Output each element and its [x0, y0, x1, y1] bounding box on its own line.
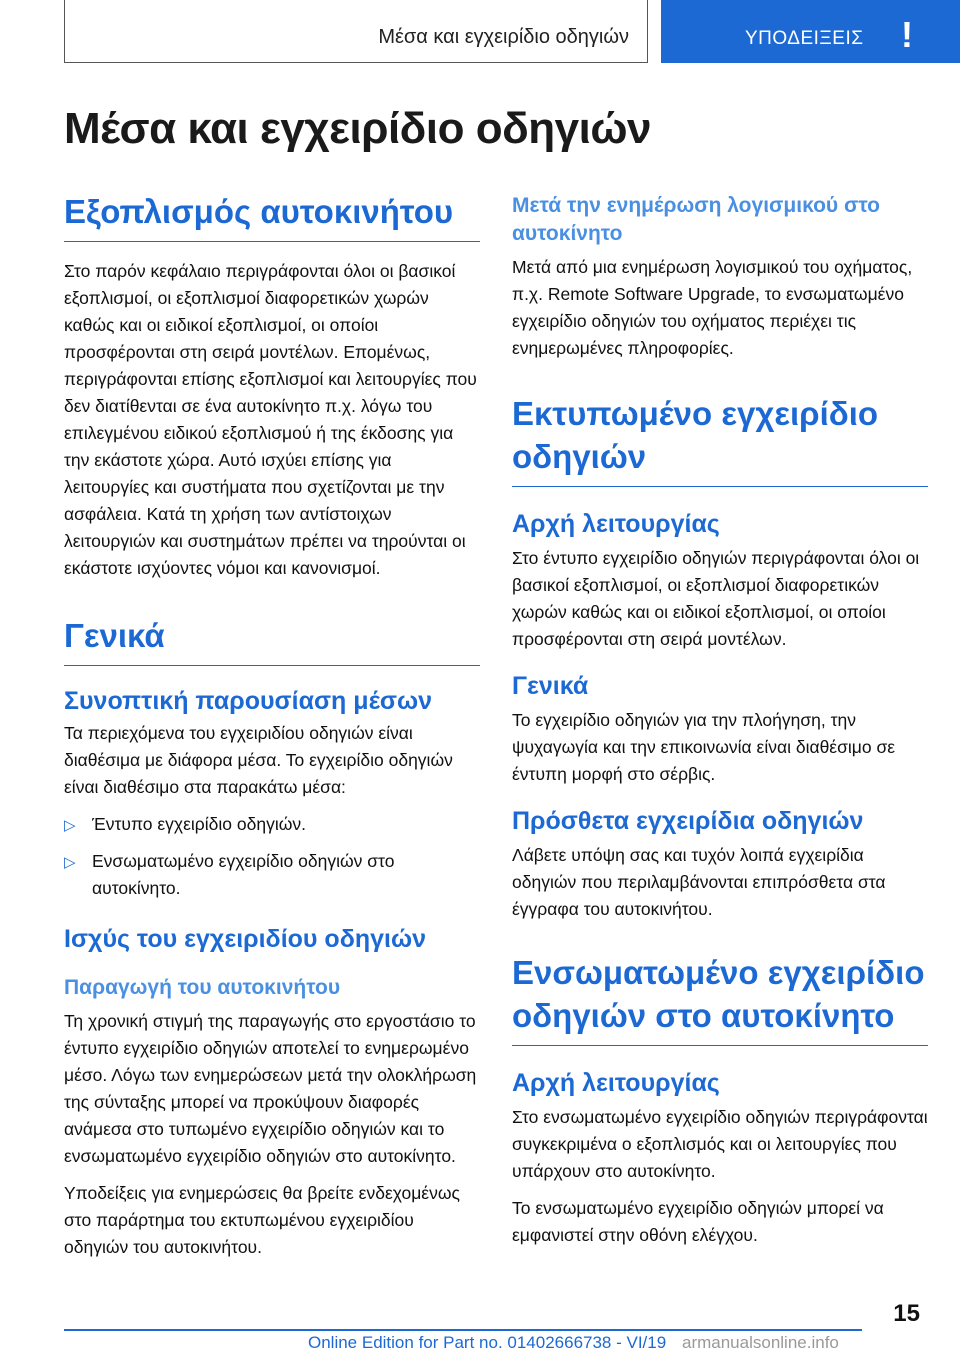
printed-general-body: Το εγχειρίδιο οδηγιών για την πλοήγηση, την ψυχαγωγία και την επικοινωνία είναι διαθέσιμο σε έντυπη μορφή στο σέρβις.	[512, 710, 896, 784]
page-header	[0, 0, 960, 65]
integrated-display-body: Το ενσωματωμένο εγχειρίδιο οδηγιών μπορεί να εμφανιστεί στην οθόνη ελέγχου.	[512, 1198, 884, 1245]
list-item: ▷ Ενσωματωμένο εγχειρίδιο οδηγιών στο αυτοκίνητο.	[64, 851, 395, 898]
right-column	[512, 192, 928, 1249]
printed-principle-body: Στο έντυπο εγχειρίδιο οδηγιών περιγράφονται όλοι οι βασικοί εξοπλισμοί, οι εξοπλισμοί διαφορετικών χωρών καθώς και οι ειδικοί εξοπλισμοί, οι οποίοι προσφέρονται στη σειρά μοντέλων.	[512, 548, 920, 649]
section-vehicle-equipment-title: Εξοπλισμός αυτοκινήτου	[64, 190, 480, 242]
header-section-label: ΥΠΟΔΕΙΞΕΙΣ	[745, 28, 864, 49]
header-section-box	[661, 0, 960, 63]
integrated-manual-title: Ενσωματωμένο εγχειρίδιο οδηγιών στο αυτοκίνητο	[512, 951, 928, 1046]
triangle-bullet-icon: ▷	[64, 817, 76, 834]
after-software-update-body: Μετά από μια ενημέρωση λογισμικού του οχήματος, π.χ. Remote Software Upgrade, το ενσωματωμένο εγχειρίδιο οδηγιών του οχήματος περιέχει τις ενημερωμένες πληροφορίες.	[512, 257, 913, 358]
printed-manual-title: Εκτυπωμένο εγχειρίδιο οδηγιών	[512, 392, 928, 487]
edition-text: Online Edition for Part no. 01402666738 - VI/19	[308, 1333, 667, 1352]
watermark-text: armanualsonline.info	[682, 1333, 839, 1352]
media-overview-heading: Συνοπτική παρουσίαση μέσων	[64, 687, 432, 715]
triangle-bullet-icon: ▷	[64, 854, 76, 871]
vehicle-production-body: Τη χρονική στιγμή της παραγωγής στο εργοστάσιο το έντυπο εγχειρίδιο οδηγιών αποτελεί το ενημερωμένο μέσο. Λόγω των ενημερώσεων μετά την ολοκλήρωση της σύνταξης μπορεί να προκύψουν διαφορές ανάμεσα στο τυπωμένο εγχειρίδιο οδηγιών και το ενσωματωμένο εγχειρίδιο οδηγιών στο αυτοκίνητο.	[64, 1011, 477, 1166]
section-general-title: Γενικά	[64, 614, 480, 666]
page-number: 15	[893, 1300, 920, 1327]
left-column	[64, 190, 480, 1261]
integrated-principle-body: Στο ενσωματωμένο εγχειρίδιο οδηγιών περιγράφονται συγκεκριμένα ο εξοπλισμός και οι λειτουργίες που υπάρχουν στο αυτοκίνητο.	[512, 1107, 928, 1181]
printed-general-heading: Γενικά	[512, 672, 589, 700]
integrated-principle-heading: Αρχή λειτουργίας	[512, 1069, 720, 1097]
manual-validity-heading: Ισχύς του εγχειριδίου οδηγιών	[64, 925, 426, 953]
vehicle-production-heading: Παραγωγή του αυτοκινήτου	[64, 976, 341, 999]
footer-divider	[64, 1329, 862, 1331]
list-item: ▷ Έντυπο εγχειρίδιο οδηγιών.	[64, 811, 480, 838]
header-doc-box	[64, 0, 648, 63]
page-title: Μέσα και εγχειρίδιο οδηγιών	[64, 104, 651, 153]
header-doc-title: Μέσα και εγχειρίδιο οδηγιών	[378, 26, 629, 48]
additional-manuals-heading: Πρόσθετα εγχειρίδια οδηγιών	[512, 807, 864, 835]
printed-principle-heading: Αρχή λειτουργίας	[512, 510, 720, 538]
update-notes-body: Υποδείξεις για ενημερώσεις θα βρείτε ενδεχομένως στο παράρτημα του εκτυπωμένου εγχειριδίου οδηγιών του αυτοκινήτου.	[64, 1183, 460, 1257]
exclamation-icon: !	[901, 14, 913, 55]
media-list	[64, 811, 480, 902]
additional-manuals-body: Λάβετε υπόψη σας και τυχόν λοιπά εγχειρίδια οδηγιών που περιλαμβάνονται επιπρόσθετα στα έγγραφα του αυτοκινήτου.	[512, 845, 886, 919]
after-software-update-heading: Μετά την ενημέρωση λογισμικού στο αυτοκίνητο	[512, 194, 880, 245]
media-overview-body: Τα περιεχόμενα του εγχειριδίου οδηγιών είναι διαθέσιμα με διάφορα μέσα. Το εγχειρίδιο οδηγιών είναι διαθέσιμο στα παρακάτω μέσα:	[64, 723, 453, 797]
section-vehicle-equipment-body: Στο παρόν κεφάλαιο περιγράφονται όλοι οι βασικοί εξοπλισμοί, οι εξοπλισμοί διαφορετικών χωρών καθώς και οι ειδικοί εξοπλισμοί, οι οποίοι προσφέρονται στη σειρά μοντέλων. Επομένως, περιγράφονται επίσης εξοπλισμοί και λειτουργίες που δεν διατίθενται σε ένα αυτοκίνητο π.χ. λόγω του επιλεγμένου ειδικού εξοπλισμού ή της έκδοσης για την εκάστοτε χώρα. Αυτό ισχύει επίσης για λειτουργίες και συστήματα που σχετίζονται με την ασφάλεια. Κατά τη χρήση των αντίστοιχων λειτουργιών και συστημάτων πρέπει να τηρούνται οι εκάστοτε ισχύοντες νόμοι και κανονισμοί.	[64, 261, 477, 578]
